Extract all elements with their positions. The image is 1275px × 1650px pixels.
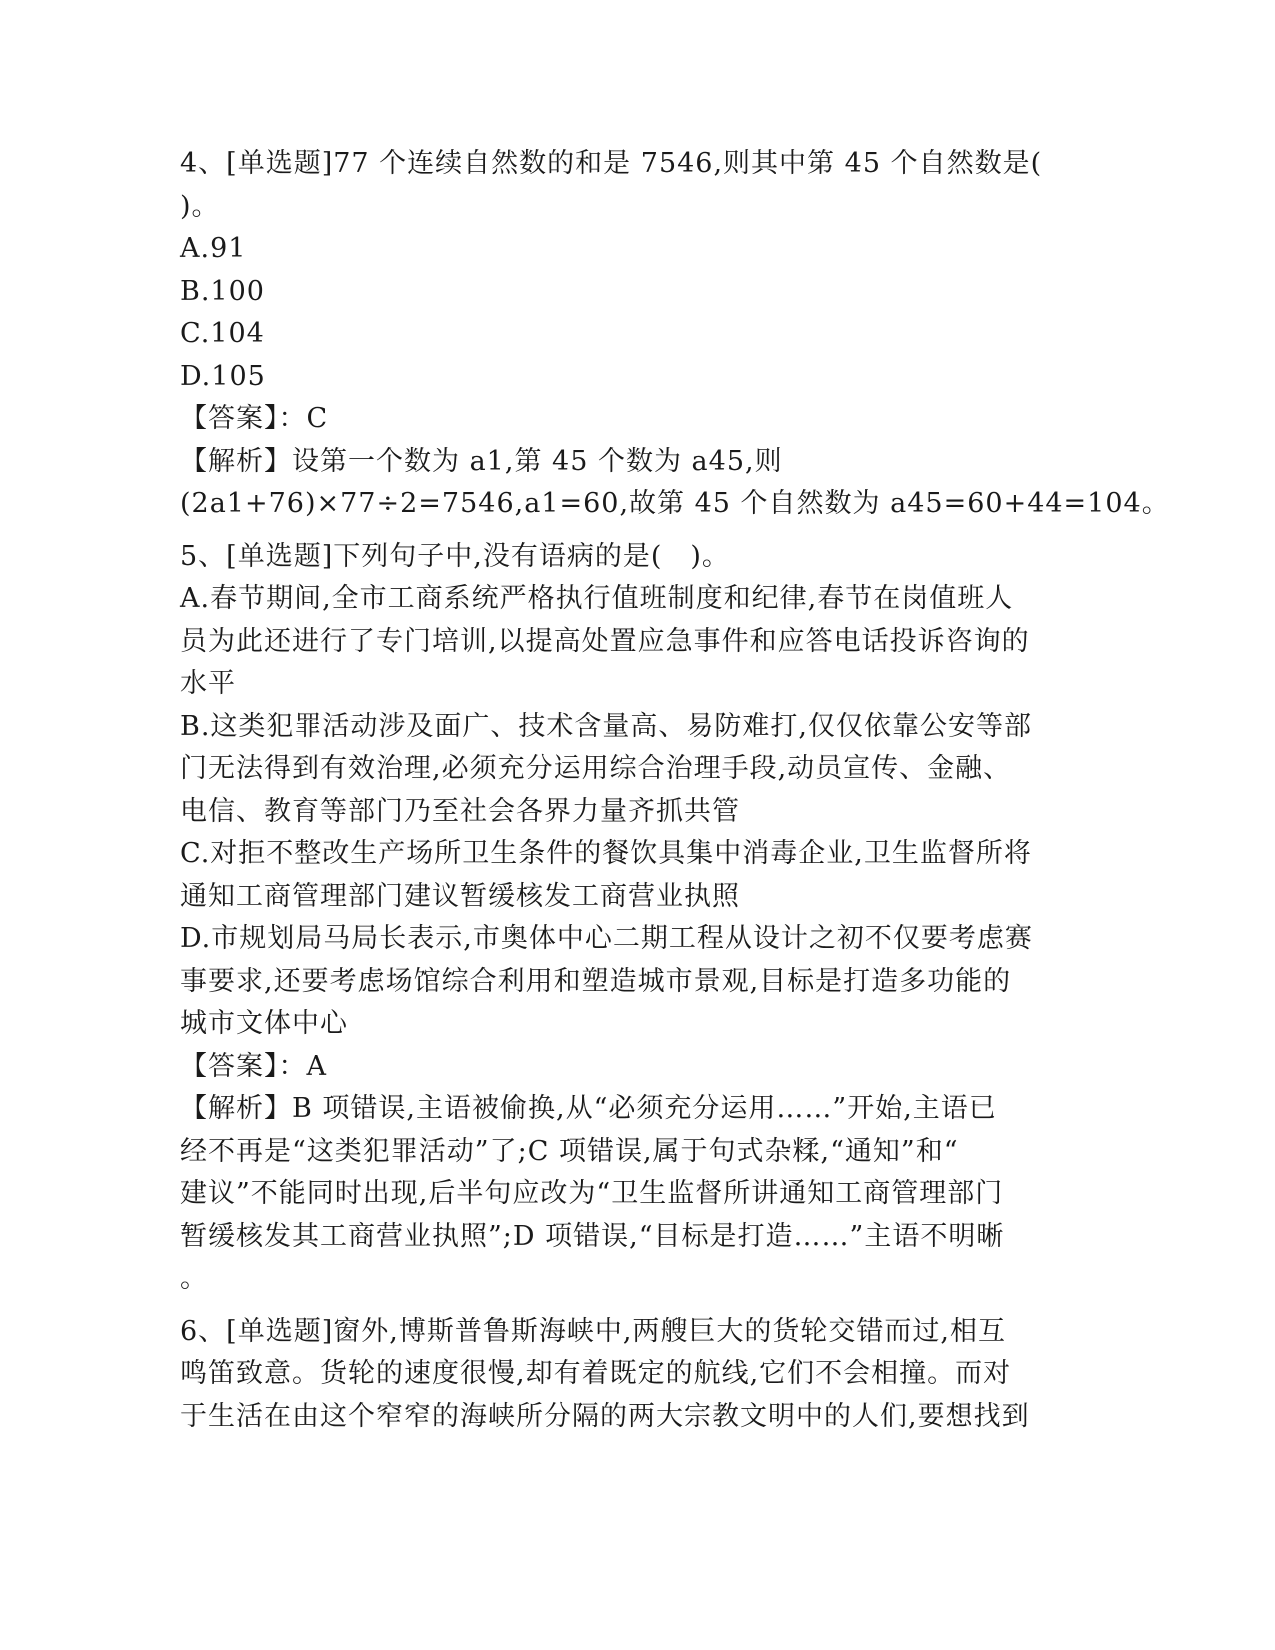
option-b-line: B.这类犯罪活动涉及面广、技术含量高、易防难打,仅仅依靠公安等部 bbox=[180, 710, 1033, 742]
option-a-line: 水平 bbox=[180, 668, 236, 699]
analysis-line: 。 bbox=[180, 1263, 208, 1294]
question-4 bbox=[180, 143, 1170, 526]
question-stem-line: 5、[单选题]下列句子中,没有语病的是( )。 bbox=[180, 540, 730, 572]
question-5 bbox=[180, 536, 1080, 1301]
analysis-line: 【解析】B 项错误,主语被偷换,从“必须充分运用……”开始,主语已 bbox=[180, 1093, 997, 1124]
document-page bbox=[180, 143, 1170, 1438]
option-b-line: 电信、教育等部门乃至社会各界力量齐抓共管 bbox=[180, 795, 740, 827]
question-stem-line: 4、[单选题]77 个连续自然数的和是 7546,则其中第 45 个自然数是( bbox=[180, 148, 1043, 179]
question-stem-line: 于生活在由这个窄窄的海峡所分隔的两大宗教文明中的人们,要想找到 bbox=[180, 1400, 1030, 1432]
option-a-line: 员为此还进行了专门培训,以提高处置应急事件和应答电话投诉咨询的 bbox=[180, 625, 1030, 657]
option-c-line: 通知工商管理部门建议暂缓核发工商营业执照 bbox=[180, 880, 740, 912]
option-b: B.100 bbox=[180, 275, 265, 307]
analysis-line: 暂缓核发其工商营业执照”;D 项错误,“目标是打造……”主语不明晰 bbox=[180, 1220, 1005, 1252]
question-stem-line: 6、[单选题]窗外,博斯普鲁斯海峡中,两艘巨大的货轮交错而过,相互 bbox=[180, 1315, 1006, 1347]
analysis-line: (2a1+76)×77÷2=7546,a1=60,故第 45 个自然数为 a45=60+44=104。 bbox=[180, 488, 1170, 519]
question-6 bbox=[180, 1311, 1080, 1439]
option-d-line: 城市文体中心 bbox=[180, 1008, 348, 1039]
option-a: A.91 bbox=[180, 233, 247, 264]
analysis-line: 建议”不能同时出现,后半句应改为“卫生监督所讲通知工商管理部门 bbox=[180, 1178, 1004, 1209]
analysis-line: 经不再是“这类犯罪活动”了;C 项错误,属于句式杂糅,“通知”和“ bbox=[180, 1135, 959, 1167]
option-d: D.105 bbox=[180, 360, 266, 392]
answer-line: 【答案】：C bbox=[180, 403, 329, 434]
question-stem-line: 鸣笛致意。货轮的速度很慢,却有着既定的航线,它们不会相撞。而对 bbox=[180, 1358, 1012, 1389]
option-d-line: 事要求,还要考虑场馆综合利用和塑造城市景观,目标是打造多功能的 bbox=[180, 965, 1012, 997]
option-c: C.104 bbox=[180, 318, 265, 349]
analysis-line: 【解析】设第一个数为 a1,第 45 个数为 a45,则 bbox=[180, 445, 783, 477]
option-b-line: 门无法得到有效治理,必须充分运用综合治理手段,动员宣传、金融、 bbox=[180, 753, 1012, 784]
question-stem-line: )。 bbox=[180, 190, 220, 222]
option-c-line: C.对拒不整改生产场所卫生条件的餐饮具集中消毒企业,卫生监督所将 bbox=[180, 838, 1032, 869]
option-d-line: D.市规划局马局长表示,市奥体中心二期工程从设计之初不仅要考虑赛 bbox=[180, 923, 1033, 954]
answer-line: 【答案】：A bbox=[180, 1050, 327, 1082]
option-a-line: A.春节期间,全市工商系统严格执行值班制度和纪律,春节在岗值班人 bbox=[180, 583, 1014, 614]
